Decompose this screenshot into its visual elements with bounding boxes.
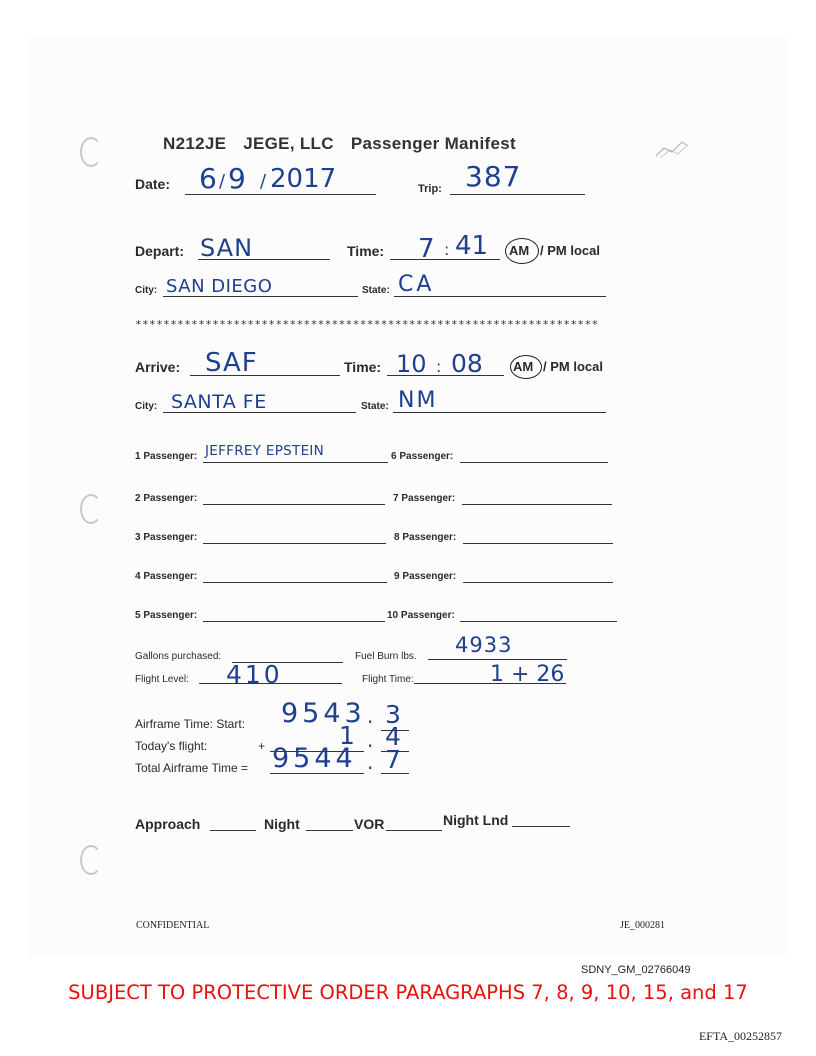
arrive-state: NM (398, 388, 438, 413)
flight-level-label: Flight Level: (135, 674, 189, 685)
arrive-pm-local: / PM local (543, 359, 603, 374)
airframe-start-dot: . (367, 704, 374, 728)
arrive-colon: : (436, 357, 442, 376)
arrive-city: SANTA FE (171, 391, 267, 413)
depart-pm-local: / PM local (540, 243, 600, 258)
binder-hole-top (80, 137, 102, 167)
passenger-1-label: 1 Passenger: (135, 451, 198, 462)
passenger-9-line (463, 582, 613, 583)
passenger-6-label: 6 Passenger: (391, 451, 454, 462)
night-lnd-label: Night Lnd (443, 812, 509, 828)
fuel-burn-label: Fuel Burn lbs. (355, 651, 417, 662)
arrive-state-label: State: (361, 401, 389, 412)
date-sep-1: / (219, 171, 226, 192)
passenger-8-line (463, 543, 613, 544)
total-airframe-int-line (270, 773, 364, 774)
flight-level-value: 410 (226, 660, 283, 689)
passenger-7-line (462, 504, 612, 505)
trip-value: 387 (465, 160, 522, 193)
ink-smudge-icon (652, 138, 692, 160)
passenger-1-line (203, 462, 388, 463)
depart-am: AM (509, 243, 530, 258)
airframe-start-label: Airframe Time: Start: (135, 717, 246, 731)
passenger-7-label: 7 Passenger: (393, 493, 456, 504)
passenger-2-label: 2 Passenger: (135, 493, 198, 504)
todays-flight-int: 1 (339, 721, 355, 750)
arrive-label: Arrive: (135, 359, 181, 375)
depart-hour: 7 (418, 234, 435, 264)
arrive-time-label: Time: (344, 359, 382, 375)
total-airframe-int: 9544 (272, 743, 357, 774)
depart-city-label: City: (135, 285, 158, 296)
todays-flight-dec: 4 (385, 722, 401, 751)
passenger-6-line (460, 462, 608, 463)
vor-line (386, 830, 442, 831)
sdny-bates-number: SDNY_GM_02766049 (581, 964, 691, 976)
passenger-4-line (203, 582, 387, 583)
je-number: JE_000281 (620, 920, 665, 931)
depart-time-label: Time: (347, 243, 385, 259)
passenger-3-line (203, 543, 386, 544)
trip-line (450, 194, 585, 195)
depart-city: SAN DIEGO (166, 276, 273, 297)
depart-state-label: State: (362, 285, 390, 296)
gallons-label: Gallons purchased: (135, 651, 222, 662)
arrive-city-label: City: (135, 401, 158, 412)
passenger-3-label: 3 Passenger: (135, 532, 198, 543)
depart-airport: SAN (200, 234, 254, 262)
todays-flight-sign: + (258, 739, 266, 753)
airframe-start-dec: 3 (385, 700, 401, 729)
confidential-label: CONFIDENTIAL (136, 920, 210, 931)
arrive-airport: SAF (205, 348, 258, 378)
passenger-10-label: 10 Passenger: (387, 610, 455, 621)
binder-hole-middle (80, 494, 102, 524)
manifest-title (163, 134, 528, 154)
protective-order-notice: SUBJECT TO PROTECTIVE ORDER PARAGRAPHS 7, 8, 9, 10, 15, and 17 (68, 981, 748, 1004)
todays-flight-dot: . (367, 728, 374, 752)
date-year: 2017 (270, 164, 337, 194)
todays-flight-label: Today's flight: (135, 739, 208, 753)
binder-hole-bottom (80, 845, 102, 875)
passenger-9-label: 9 Passenger: (394, 571, 457, 582)
arrive-am: AM (513, 359, 534, 374)
date-label: Date: (135, 176, 171, 192)
date-day: 9 (228, 162, 246, 195)
total-airframe-dec: 7 (385, 745, 401, 774)
arrive-hour: 10 (396, 350, 427, 378)
date-month: 6 (199, 162, 217, 195)
total-airframe-dot: . (367, 750, 374, 774)
vor-label: VOR (354, 816, 385, 832)
passenger-5-line (203, 621, 385, 622)
tail-number: N212JE (163, 134, 227, 153)
date-sep-2: / (260, 171, 267, 192)
company-name: JEGE, LLC (243, 134, 334, 153)
flight-time-value: 1 + 26 (490, 662, 565, 687)
fuel-burn-value: 4933 (455, 633, 513, 657)
night-line (306, 830, 353, 831)
arrive-minute: 08 (451, 349, 483, 378)
approach-line (210, 830, 256, 831)
depart-minute: 41 (455, 231, 489, 261)
passenger-2-line (203, 504, 385, 505)
flight-time-label: Flight Time: (362, 674, 414, 685)
depart-colon: : (444, 240, 450, 259)
fuel-burn-line (428, 659, 567, 660)
night-lnd-line (512, 826, 570, 827)
separator-stars: ****************************************************************** (135, 318, 599, 331)
trip-label: Trip: (418, 183, 442, 195)
airframe-start-int: 9543 (281, 698, 366, 729)
night-label: Night (264, 816, 300, 832)
depart-label: Depart: (135, 243, 185, 259)
passenger-4-label: 4 Passenger: (135, 571, 198, 582)
document-name: Passenger Manifest (350, 134, 516, 153)
efta-number: EFTA_00252857 (698, 1029, 782, 1043)
depart-state: CA (398, 272, 435, 297)
passenger-10-line (460, 621, 617, 622)
passenger-8-label: 8 Passenger: (394, 532, 457, 543)
total-airframe-label: Total Airframe Time = (135, 761, 249, 775)
total-airframe-dec-line (381, 773, 409, 774)
approach-label: Approach (135, 816, 201, 832)
passenger-1-value: JEFFREY EPSTEIN (205, 443, 325, 459)
passenger-5-label: 5 Passenger: (135, 610, 198, 621)
